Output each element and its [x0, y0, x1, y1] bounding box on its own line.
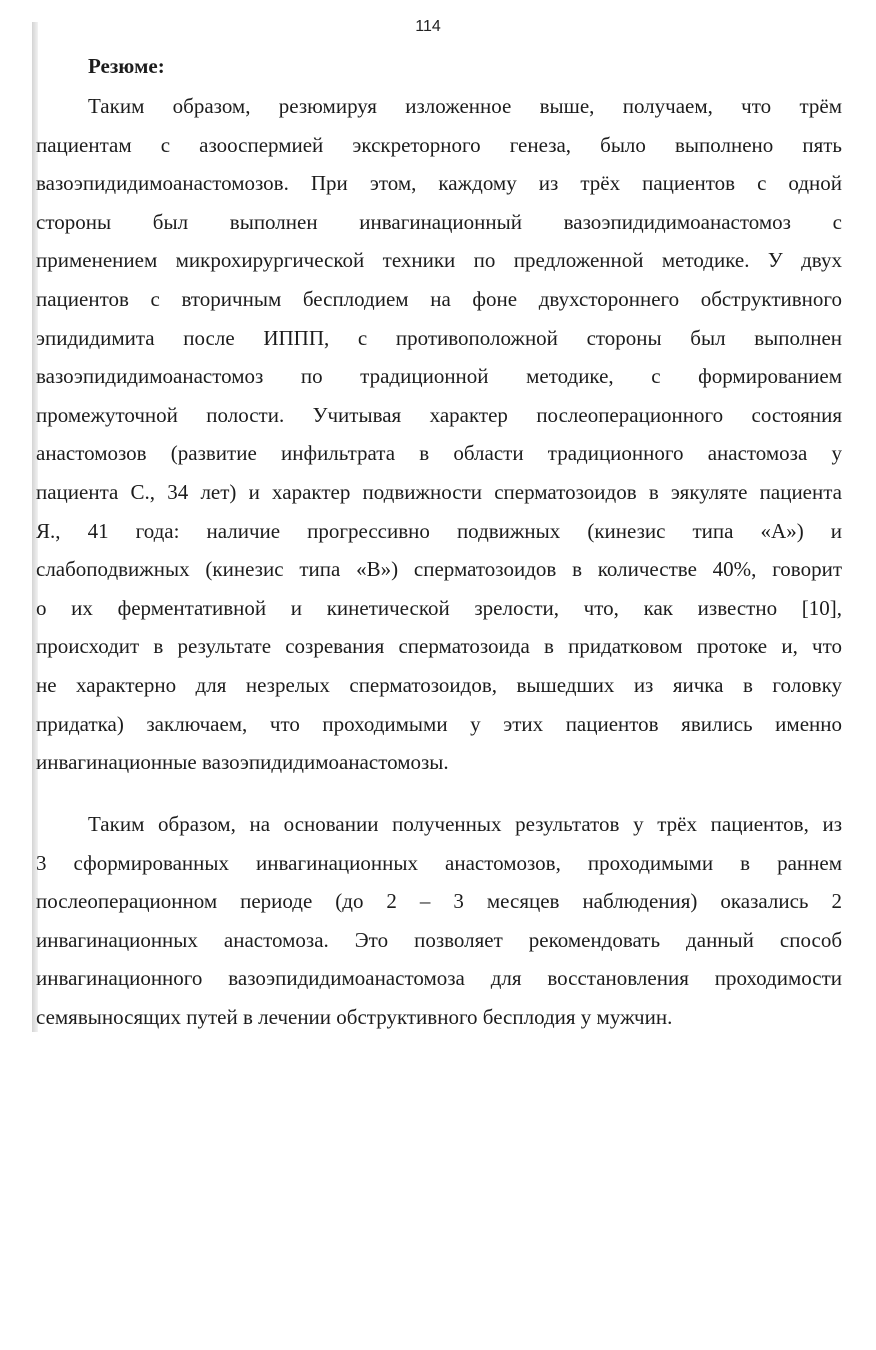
- text-line: Я., 41 года: наличие прогрессивно подвижных (кинезис типа «А») и: [36, 518, 842, 543]
- text-line: о их ферментативной и кинетической зрелости, что, как известно [10],: [36, 595, 842, 620]
- text-line: стороны был выполнен инвагинационный вазоэпидидимоанастомоз с: [36, 209, 842, 234]
- text-line: пациентам с азооспермией экскреторного генеза, было выполнено пять: [36, 132, 842, 157]
- text-line: применением микрохирургической техники по предложенной методике. У двух: [36, 248, 842, 273]
- text-line: промежуточной полости. Учитывая характер послеоперационного состояния: [36, 402, 842, 427]
- text-line: пациента С., 34 лет) и характер подвижности сперматозоидов в эякуляте пациента: [36, 479, 842, 504]
- text-line: анастомозов (развитие инфильтрата в области традиционного анастомоза у: [36, 441, 842, 466]
- text-line: послеоперационном периоде (до 2 – 3 месяцев наблюдения) оказались 2: [36, 889, 842, 914]
- summary-paragraph-1: [36, 87, 842, 782]
- section-heading: Резюме:: [88, 54, 165, 78]
- page-number: 114: [415, 18, 441, 35]
- text-line: инвагинационного вазоэпидидимоанастомоза для восстановления проходимости: [36, 966, 842, 991]
- text-line: пациентов с вторичным бесплодием на фоне двухстороннего обструктивного: [36, 286, 842, 311]
- text-line: слабоподвижных (кинезис типа «В») сперматозоидов в количестве 40%, говорит: [36, 557, 842, 582]
- summary-paragraph-2: [36, 805, 842, 1037]
- text-line: Таким образом, на основании полученных результатов у трёх пациентов, из: [88, 812, 842, 836]
- text-line: 3 сформированных инвагинационных анастомозов, проходимыми в раннем: [36, 850, 842, 875]
- text-line: придатка) заключаем, что проходимыми у этих пациентов явились именно: [36, 711, 842, 736]
- text-line: вазоэпидидимоанастомоз по традиционной методике, с формированием: [36, 364, 842, 389]
- text-line: происходит в результате созревания сперматозоида в придатковом протоке и, что: [36, 634, 842, 659]
- text-line: не характерно для незрелых сперматозоидов, вышедших из яичка в головку: [36, 672, 842, 697]
- text-line: Таким образом, резюмируя изложенное выше, получаем, что трём: [88, 94, 842, 118]
- text-line: вазоэпидидимоанастомозов. При этом, каждому из трёх пациентов с одной: [36, 171, 842, 196]
- text-line: семявыносящих путей в лечении обструктивного бесплодия у мужчин.: [36, 1004, 673, 1029]
- text-line: инвагинационных анастомоза. Это позволяет рекомендовать данный способ: [36, 927, 842, 952]
- text-line: инвагинационные вазоэпидидимоанастомозы.: [36, 750, 449, 775]
- text-line: эпидидимита после ИППП, с противоположной стороны был выполнен: [36, 325, 842, 350]
